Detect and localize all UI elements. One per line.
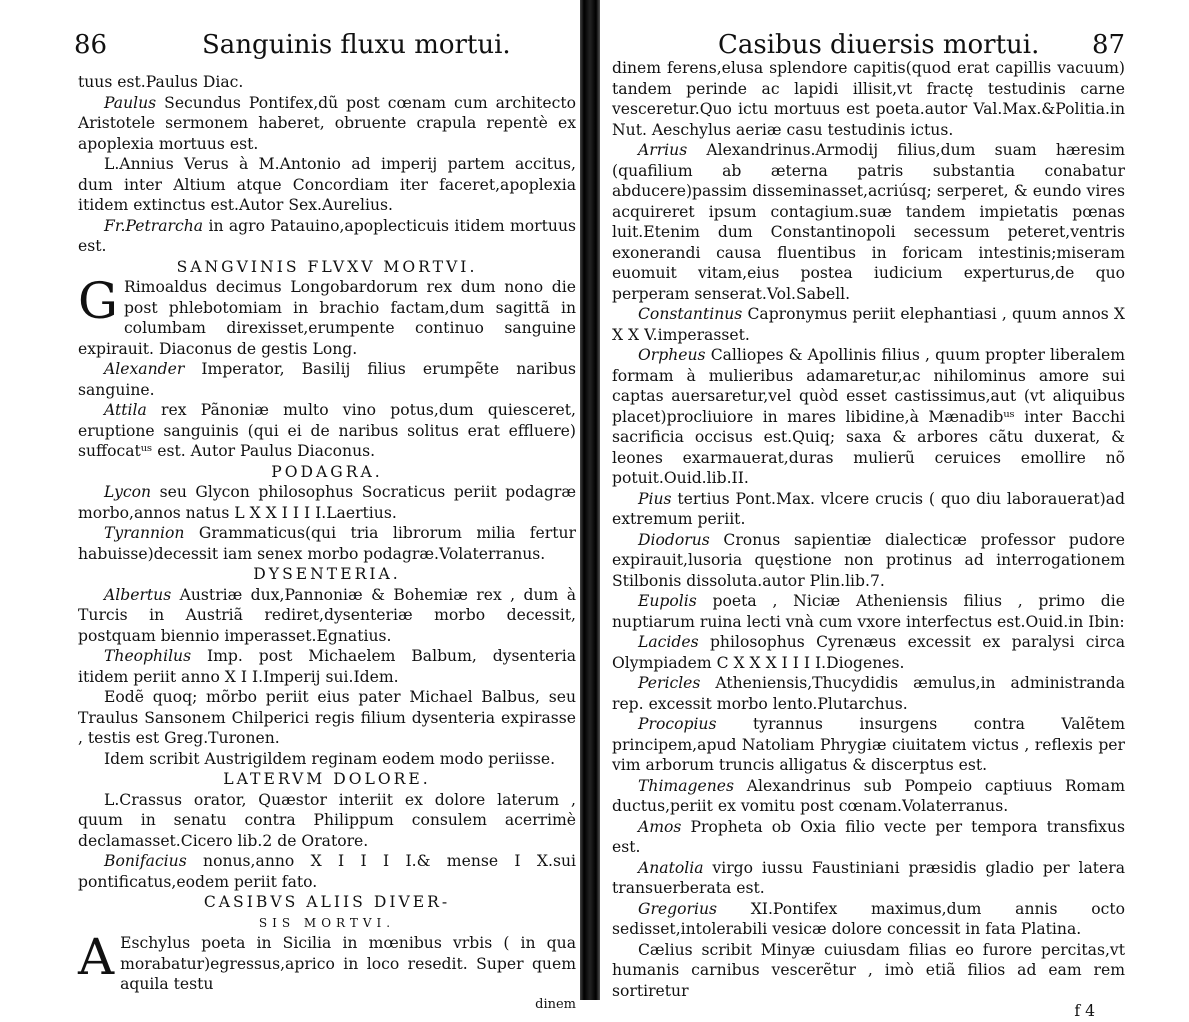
paragraph-text: virgo iussu Faustiniani præsidis gladio per latera transuerberata est. <box>612 858 1125 897</box>
paragraph <box>78 749 576 770</box>
entry-name: Thimagenes <box>638 776 734 795</box>
paragraph-text: Eschylus poeta in Sicilia in mœnibus vrbis ( in qua morabatur)egressus,aprico in loco resedit. Super quem aquila testu <box>120 934 576 993</box>
paragraph-text: dinem ferens,elusa splendore capitis(quod erat capillis vacuum) tandem perinde ac lapidi illisit,vt fractę testudinis carne vesceretur.Quo ictu mortuus est poeta.autor Val.Max.&Politia.in Nut. Aeschylus aeriæ casu testudinis ictus. <box>612 59 1125 139</box>
section-heading: SIS MORTVI. <box>258 915 396 930</box>
drop-cap: G <box>78 272 118 330</box>
paragraph <box>78 851 576 892</box>
paragraph-text: Atheniensis,Thucydidis æmulus,in administranda rep. excessit morbo lento.Plutarchus. <box>612 674 1125 713</box>
paragraph-text: Grammaticus(qui tria librorum milia fertur habuisse)decessit iam senex morbo podagræ.Volaterranus. <box>78 524 576 563</box>
paragraph-text: tertius Pont.Max. vlcere crucis ( quo diu laborauerat)ad extremum periit. <box>612 489 1125 528</box>
paragraph <box>612 530 1125 592</box>
entry-name: Lacides <box>638 633 699 651</box>
paragraph-with-initial <box>78 928 576 995</box>
right-page-number: 87 <box>1092 30 1126 60</box>
paragraph-text: Propheta ob Oxia filio vecte per tempora transfixus est. <box>612 817 1125 856</box>
entry-name: Eupolis <box>638 592 697 610</box>
paragraph <box>612 304 1125 345</box>
entry-name: Bonifacius <box>104 852 187 870</box>
paragraph <box>78 687 576 749</box>
paragraph <box>78 790 576 852</box>
left-page <box>0 0 580 1012</box>
entry-name: Orpheus <box>638 346 706 364</box>
paragraph <box>612 345 1125 489</box>
paragraph <box>78 646 576 687</box>
left-running-header: Sanguinis fluxu mortui. <box>202 30 511 60</box>
paragraph-text: Austriæ dux,Pannoniæ & Bohemiæ rex , dum à Turcis in Austriã rediret,dysenteriæ morbo decessit, postquam biennio imperasset.Egnatius. <box>78 585 576 645</box>
paragraph-text: in agro Patauino,apoplecticuis itidem mortuus est. <box>78 216 576 255</box>
paragraph-text: Eodẽ quoq; mõrbo periit eius pater Michael Balbus, seu Traulus Sansonem Chilperici regis filium dysenteria expirasse , testis est Greg.Turonen. <box>78 688 576 747</box>
entry-name: Constantinus <box>638 305 743 323</box>
entry-name: Anatolia <box>638 858 704 877</box>
section-heading: PODAGRA. <box>271 462 383 481</box>
paragraph-text: XI.Pontifex maximus,dum annis octo sedisset,intolerabili vesicæ dolore concessit in fata Platina. <box>612 899 1125 938</box>
drop-cap: A <box>78 928 115 986</box>
paragraph-text: Imp. post Michaelem Balbum, dysenteria itidem periit anno X I I.Imperij sui.Idem. <box>78 647 576 686</box>
paragraph <box>78 359 576 400</box>
book-gutter <box>580 0 600 1000</box>
entry-name: Alexander <box>104 360 185 378</box>
right-running-header: Casibus diuersis mortui. <box>718 30 1040 60</box>
paragraph-text: nonus,anno X I I I I.& mense I X.sui pontificatus,eodem periit fato. <box>78 852 576 891</box>
section-heading: SANGVINIS FLVXV MORTVI. <box>176 257 478 276</box>
paragraph <box>612 714 1125 776</box>
paragraph <box>612 858 1125 899</box>
entry-name: Theophilus <box>104 647 192 665</box>
entry-name: Pius <box>638 489 672 508</box>
entry-name: Lycon <box>104 483 152 501</box>
paragraph-text: poeta , Niciæ Atheniensis filius , primo die nuptiarum ruina lecti vnà cum vxore interfectus est.Ouid.in Ibin: <box>612 592 1125 631</box>
paragraph <box>78 72 576 93</box>
entry-name: Arrius <box>638 141 688 159</box>
entry-name: Amos <box>638 817 682 836</box>
paragraph-text: Cælius scribit Minyæ cuiusdam filias eo furore percitas,vt humanis carnibus vescerẽtur , imò etiã filios ad eam rem sortiretur <box>612 940 1125 1000</box>
section-heading: DYSENTERIA. <box>253 565 401 583</box>
paragraph <box>612 673 1125 714</box>
right-body-text <box>612 58 1125 1022</box>
paragraph <box>612 817 1125 858</box>
paragraph <box>612 632 1125 673</box>
paragraph-text: L.Annius Verus à M.Antonio ad imperij partem accitus, dum inter Altium atque Concordiam iter faceret,apoplexia itidem extinctus est.Autor Sex.Aurelius. <box>78 155 576 214</box>
paragraph <box>612 58 1125 140</box>
paragraph <box>78 154 576 216</box>
paragraph-text: Alexandrinus sub Pompeio captiuus Romam ductus,periit ex vomitu post cœnam.Volaterranus. <box>612 776 1125 815</box>
paragraph <box>78 585 576 647</box>
entry-name: Fr.Petrarcha <box>104 216 204 235</box>
entry-name: Attila <box>104 401 147 419</box>
right-page <box>600 0 1189 1020</box>
entry-name: Gregorius <box>638 899 717 918</box>
paragraph-text: tuus est.Paulus Diac. <box>78 73 244 91</box>
entry-name: Albertus <box>104 585 172 604</box>
paragraph <box>612 940 1125 1002</box>
paragraph-text: Secundus Pontifex,dũ post cœnam cum architecto Aristotele sermonem haberet, obruente crapula repentè ex apoplexia mortuus est. <box>78 93 576 153</box>
paragraph-text: Idem scribit Austrigildem reginam eodem modo periisse. <box>104 749 556 768</box>
paragraph <box>612 776 1125 817</box>
left-page-number: 86 <box>74 30 108 60</box>
paragraph-text: Calliopes & Apollinis filius , quum propter liberalem formam à mulieribus adamaretur,ac nihilominus amore sui captas auersaretur,vel quòd esset castissimus,aut (vt aliquibus placet)procliuiore in mares libidine,à Mænadibᵘˢ inter Bacchi sacrificia occisus est.Quiq; saxa & arbores cãtu duxerat, & leones exarmauerat,duras mulierũ ceruices emollire nõ potuit.Ouid.lib.II. <box>612 346 1125 487</box>
signature-mark: f 4 <box>1074 1002 1095 1020</box>
paragraph-text: Capronymus periit elephantiasi , quum annos X X X V.imperasset. <box>612 305 1125 344</box>
entry-name: Tyrannion <box>104 524 185 542</box>
entry-name: Paulus <box>104 93 157 112</box>
paragraph-text: Imperator, Basilij filius erumpẽte naribus sanguine. <box>78 360 576 399</box>
paragraph-with-initial <box>78 272 576 359</box>
paragraph-text: Cronus sapientiæ dialecticæ professor pudore expirauit,lusoria quęstione non protinus ad interrogationem Stilbonis dissoluta.autor Plin.lib.7. <box>612 530 1125 590</box>
paragraph <box>612 899 1125 940</box>
paragraph-text: rex Pãnoniæ multo vino potus,dum quiesceret, eruptione sanguinis (qui ei de naribus solitus erat effluere) suffocatᵘˢ est. Autor Paulus Diaconus. <box>78 401 576 460</box>
section-heading: CASIBVS ALIIS DIVER- <box>203 893 451 911</box>
paragraph <box>612 489 1125 530</box>
paragraph <box>612 591 1125 632</box>
paragraph-text: philosophus Cyrenæus excessit ex paralysi circa Olympiadem C X X X I I I I.Diogenes. <box>612 633 1125 672</box>
left-body-text <box>78 72 576 1015</box>
entry-name: Diodorus <box>638 530 710 549</box>
paragraph <box>78 523 576 564</box>
paragraph <box>78 400 576 462</box>
paragraph-text: seu Glycon philosophus Socraticus periit podagræ morbo,annos natus L X X I I I I.Laertius. <box>78 483 576 522</box>
paragraph-text: Rimoaldus decimus Longobardorum rex dum nono die post phlebotomiam in brachio factam,dum sagittã in columbam direxisset,erumpente continuo sanguine expirauit. Diaconus de gestis Long. <box>78 278 576 358</box>
section-heading: LATERVM DOLORE. <box>223 770 431 788</box>
paragraph <box>78 216 576 257</box>
paragraph <box>612 140 1125 304</box>
entry-name: Pericles <box>638 674 701 692</box>
paragraph-text: L.Crassus orator, Quæstor interiit ex dolore laterum , quum in senatu contra Philippum consulem acerrimè declamasset.Cicero lib.2 de Oratore. <box>78 790 576 850</box>
paragraph <box>78 93 576 155</box>
paragraph-text: tyrannus insurgens contra Valẽtem principem,apud Natoliam Phrygiæ ciuitatem victus , reflexis per vim arborum truncis alligatus & discerptus est. <box>612 715 1125 774</box>
paragraph-text: Alexandrinus.Armodij filius,dum suam hæresim (quafilium ab æterna patris substantia conabatur abducere)passim disseminasset,acriúsq; serperet, & eundo vires acquireret ipsum contagium.suæ tandem impietatis pœnas luit.Etenim dum Constantinopoli secessum peteret,ventris exonerandi causa fluentibus in foricam intestinis;miseram euomuit vitam,eius postea iudicium experturus,de quo perperam senserat.Vol.Sabell. <box>612 141 1125 303</box>
catchword: dinem <box>535 996 576 1012</box>
paragraph <box>78 482 576 523</box>
entry-name: Procopius <box>638 715 717 733</box>
